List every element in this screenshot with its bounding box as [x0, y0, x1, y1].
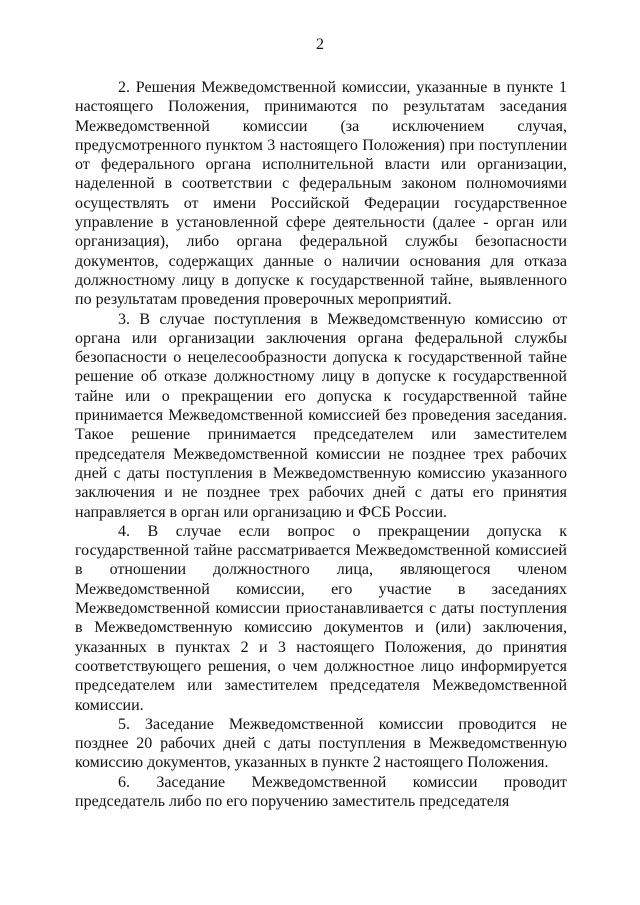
paragraph-5: 5. Заседание Межведомственной комиссии проводится не позднее 20 рабочих дней с даты поступления в Межведомственную комиссию документов, указанных в пункте 2 настоящего Положения. — [75, 715, 567, 772]
paragraph-2: 2. Решения Межведомственной комиссии, указанные в пункте 1 настоящего Положения, принимаются по результатам заседания Межведомственной комиссии (за исключением случая, предусмотренного пунктом 3 настоящего Положения) при поступлении от федерального органа исполнительной власти или организации, наделенной в соответствии с федеральным законом полномочиями осуществлять от имени Российской Федерации государственное управление в установленной сфере деятельности (далее - орган или организация), либо органа федеральной службы безопасности документов, содержащих данные о наличии основания для отказа должностному лицу в допуске к государственной тайне, выявленного по результатам проведения проверочных мероприятий. — [75, 79, 567, 309]
paragraph-3: 3. В случае поступления в Межведомственную комиссию от органа или организации заключения органа федеральной службы безопасности о нецелесообразности допуска к государственной тайне решение об отказе должностному лицу в допуске к государственной тайне или о прекращении его допуска к государственной тайне принимается Межведомственной комиссией без проведения заседания. Такое решение принимается председателем или заместителем председателя Межведомственной комиссии не позднее трех рабочих дней с даты поступления в Межведомственную комиссию указанного заключения и не позднее трех рабочих дней с даты его принятия направляется в орган или организацию и ФСБ России. — [75, 310, 567, 521]
paragraph-6: 6. Заседание Межведомственной комиссии проводит председатель либо по его поручению заместитель председателя — [75, 773, 567, 810]
document-body — [75, 78, 567, 811]
paragraph-4: 4. В случае если вопрос о прекращении допуска к государственной тайне рассматривается Межведомственной комиссией в отношении должностного лица, являющегося членом Межведомственной комиссии, его участие в заседаниях Межведомственной комиссии приостанавливается с даты поступления в Межведомственную комиссию документов и (или) заключения, указанных в пунктах 2 и 3 настоящего Положения, до принятия соответствующего решения, о чем должностное лицо информируется председателем или заместителем председателя Межведомственной комиссии. — [75, 522, 567, 714]
page-number: 2 — [316, 36, 324, 53]
